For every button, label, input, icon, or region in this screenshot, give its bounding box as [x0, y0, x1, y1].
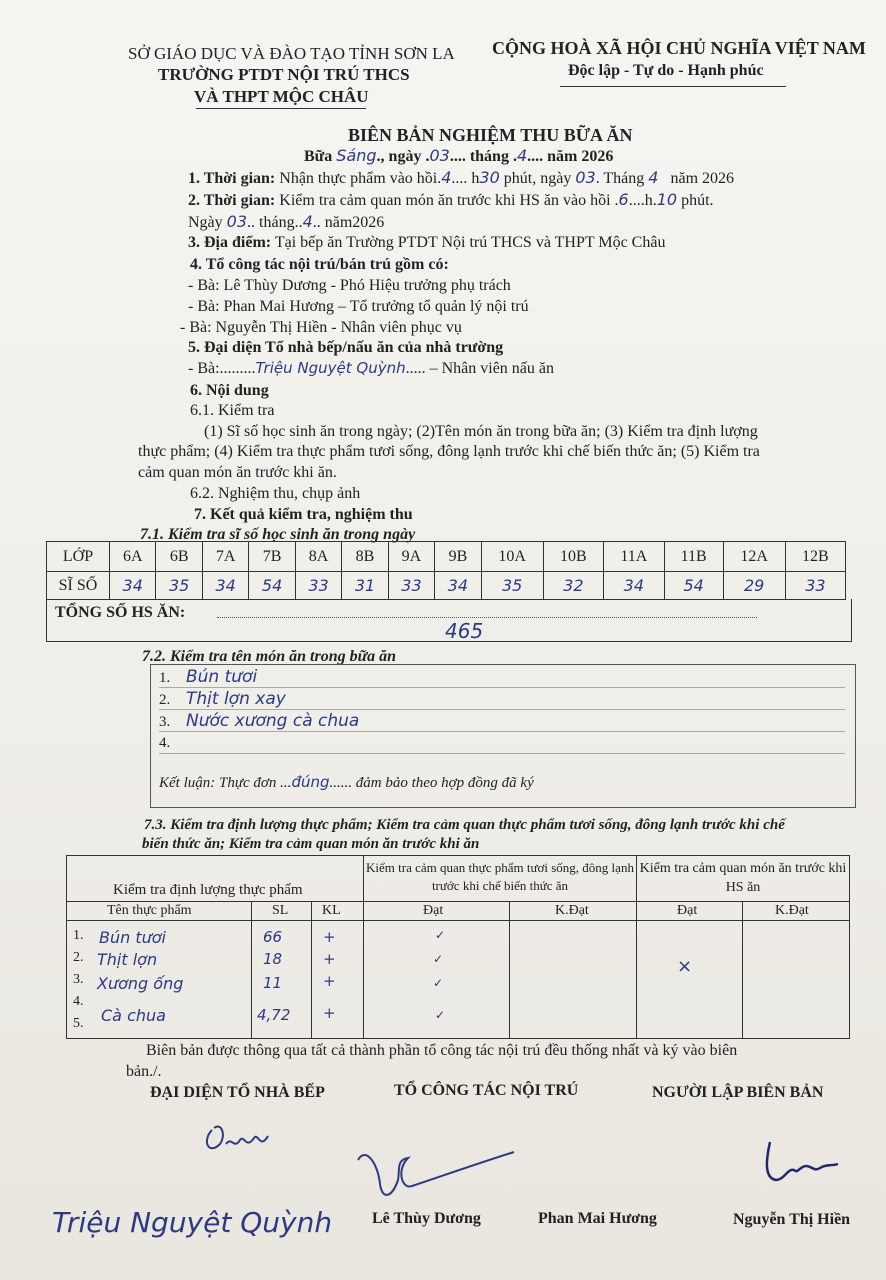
- col-name: Tên thực phẩm: [107, 903, 192, 918]
- section7-sub3-line1: 7.3. Kiểm tra định lượng thực phẩm; Kiểm tra cảm quan thực phẩm tươi sống, đông lạnh trước khi chế: [144, 817, 785, 833]
- section1-month: 4: [648, 168, 659, 187]
- total-value: 465: [445, 619, 484, 643]
- meal-day: 03: [429, 146, 450, 165]
- section7-sub1: 7.1. Kiểm tra sĩ số học sinh ăn trong ngày: [140, 526, 416, 543]
- dish-name: Bún tươi: [186, 667, 258, 687]
- dish-line-4: [159, 733, 845, 754]
- count-cell: 32: [543, 572, 603, 600]
- class-cell: 10B: [543, 542, 603, 572]
- section1-minute: 30: [479, 168, 500, 187]
- section3: [188, 234, 665, 252]
- section5-suffix: ..... – Nhân viên nấu ăn: [405, 360, 554, 377]
- class-cell: 6A: [110, 542, 156, 572]
- school-name-line2: VÀ THPT MỘC CHÂU: [194, 87, 369, 106]
- section1-text-d: Tháng: [603, 170, 645, 187]
- signature-kitchen-title: ĐẠI DIỆN TỔ NHÀ BẾP: [150, 1084, 325, 1101]
- count-cell: 34: [110, 572, 156, 600]
- row-number: 3.: [73, 972, 84, 987]
- class-cell: 9A: [388, 542, 434, 572]
- section2: [188, 190, 714, 210]
- section6-sub2: 6.2. Nghiệm thu, chụp ảnh: [190, 485, 361, 502]
- divider: [251, 901, 252, 1038]
- section1-text-b: .... h: [451, 170, 480, 187]
- class-cell: 11B: [664, 542, 723, 572]
- section2-label: 2. Thời gian:: [188, 192, 276, 209]
- class-cell: 8B: [342, 542, 388, 572]
- sensory-pass-mark: ×: [677, 956, 693, 977]
- class-row: [47, 542, 846, 572]
- divider: [67, 920, 849, 921]
- signature-author-title: NGƯỜI LẬP BIÊN BẢN: [652, 1084, 824, 1101]
- section6-para-3: cảm quan món ăn trước khi ăn.: [138, 464, 337, 481]
- dish-conclusion: [159, 773, 534, 792]
- section3-label: 3. Địa điểm:: [188, 234, 272, 251]
- dish-line-1: [159, 667, 845, 688]
- section1-text-c: phút, ngày: [499, 170, 572, 187]
- class-cell: 12B: [785, 542, 845, 572]
- author-name: Nguyễn Thị Hiền: [733, 1211, 851, 1228]
- section7-label: 7. Kết quả kiểm tra, nghiệm thu: [194, 506, 413, 523]
- food-kl: +: [323, 1004, 336, 1022]
- food-table: [66, 855, 850, 1039]
- food-kl: +: [323, 928, 336, 946]
- department-name: SỞ GIÁO DỤC VÀ ĐÀO TẠO TỈNH SƠN LA: [128, 44, 455, 63]
- section6-para-1: (1) Sĩ số học sinh ăn trong ngày; (2)Tên món ăn trong bữa ăn; (3) Kiểm tra định lượng: [204, 423, 758, 440]
- food-name: Bún tươi: [99, 928, 166, 947]
- class-cell: 6B: [156, 542, 202, 572]
- food-pass: ✓: [433, 952, 444, 966]
- count-cell: 29: [723, 572, 785, 600]
- member-2: - Bà: Phan Mai Hương – Tổ trưởng tổ quản lý nội trú: [188, 298, 529, 315]
- section6-para-2: thực phẩm; (4) Kiểm tra thực phẩm tươi sống, đông lạnh trước khi chế biến thức ăn; (5) Kiểm tra: [138, 443, 760, 460]
- closing-line1: Biên bản được thông qua tất cả thành phần tổ công tác nội trú đều thống nhất và ký vào biên: [146, 1042, 738, 1059]
- section2-month: 4: [302, 212, 313, 231]
- section1-text-a: Nhận thực phẩm vào hồi.: [279, 170, 442, 187]
- food-pass: ✓: [435, 1008, 446, 1022]
- section6-label: 6. Nội dung: [190, 382, 269, 399]
- page-title: BIÊN BẢN NGHIỆM THU BỮA ĂN: [348, 125, 633, 145]
- team-signer-2: Phan Mai Hương: [538, 1210, 657, 1227]
- section2-day: 03: [226, 212, 248, 231]
- food-name: Thịt lợn: [97, 950, 158, 969]
- meal-value: Sáng: [336, 146, 377, 165]
- class-cell: 11A: [603, 542, 664, 572]
- count-cell: 54: [664, 572, 723, 600]
- section5-label: 5. Đại diện Tổ nhà bếp/nấu ăn của nhà trường: [188, 339, 504, 356]
- section3-text: Tại bếp ăn Trường PTDT Nội trú THCS và THPT Mộc Châu: [274, 234, 666, 251]
- count-row: [47, 572, 846, 600]
- meal-day-label: ., ngày .: [376, 148, 430, 165]
- section1-label: 1. Thời gian:: [188, 170, 276, 187]
- row-number: 4.: [73, 994, 84, 1009]
- food-sl: 66: [263, 928, 283, 946]
- count-cell: 54: [249, 572, 295, 600]
- dish-line-3: [159, 711, 845, 732]
- section2-day-label: Ngày: [188, 214, 223, 231]
- row-number: 1.: [73, 928, 84, 943]
- dish-box: [150, 664, 856, 808]
- section2-date: [188, 212, 384, 232]
- kitchen-handwritten-name: Triệu Nguyệt Quỳnh: [52, 1206, 333, 1239]
- food-pass: ✓: [433, 976, 444, 990]
- food-name: Cà chua: [101, 1006, 166, 1025]
- team-signer-1: Lê Thùy Dương: [372, 1210, 481, 1227]
- dish-number: 3.: [159, 714, 171, 730]
- section1: 1. Thời gian: Nhận thực phẩm vào hồi.4.... h30 phút, ngày 03. Tháng 4 năm 2026: [188, 168, 735, 187]
- count-cell: 33: [295, 572, 341, 600]
- total-box: [46, 599, 852, 642]
- total-dots: [217, 617, 757, 618]
- meal-month-label: .... tháng .: [449, 148, 517, 165]
- nation-title: CỘNG HOÀ XÃ HỘI CHỦ NGHĨA VIỆT NAM: [492, 38, 866, 58]
- section7-sub3-line2: biến thức ăn; Kiểm tra cảm quan món ăn trước khi ăn: [142, 836, 480, 852]
- count-cell: 34: [202, 572, 248, 600]
- col-fresh-pass: Đạt: [423, 903, 444, 918]
- col-sensory-fail: K.Đạt: [775, 903, 809, 918]
- count-cell: 35: [481, 572, 543, 600]
- section2-text-b: ....h.: [628, 192, 657, 209]
- dish-number: 2.: [159, 692, 171, 708]
- count-cell: 34: [603, 572, 664, 600]
- nation-motto: Độc lập - Tự do - Hạnh phúc: [568, 62, 764, 79]
- class-cell: 8A: [295, 542, 341, 572]
- section1-hour: 4: [441, 168, 452, 187]
- fresh-header: Kiểm tra cảm quan thực phẩm tươi sống, đông lạnh trước khi chế biến thức ăn: [366, 860, 634, 893]
- divider: [742, 901, 743, 1038]
- section1-text-e: năm 2026: [670, 170, 735, 187]
- food-kl: +: [323, 972, 336, 990]
- food-sl: 18: [263, 950, 283, 968]
- section2-month-label: .. tháng..: [247, 214, 303, 231]
- count-cell: 35: [156, 572, 202, 600]
- header-left-rule: [196, 108, 366, 109]
- divider: [636, 856, 637, 1038]
- signature-team-title: TỔ CÔNG TÁC NỘI TRÚ: [394, 1082, 579, 1099]
- kitchen-signature-mark: [198, 1110, 288, 1160]
- total-label: TỔNG SỐ HS ĂN:: [55, 604, 186, 621]
- class-cell: 7A: [202, 542, 248, 572]
- section2-year-label: .. năm2026: [312, 214, 385, 231]
- class-cell: 12A: [723, 542, 785, 572]
- member-1: - Bà: Lê Thùy Dương - Phó Hiệu trưởng phụ trách: [188, 277, 511, 294]
- col-fresh-fail: K.Đạt: [555, 903, 589, 918]
- dish-name: Thịt lợn xay: [186, 689, 286, 709]
- section7-sub2: 7.2. Kiểm tra tên món ăn trong bữa ăn: [142, 648, 397, 665]
- dish-number: 4.: [159, 735, 171, 751]
- dish-name: Nước xương cà chua: [186, 711, 360, 731]
- member-3: - Bà: Nguyễn Thị Hiền - Nhân viên phục vụ: [180, 319, 462, 336]
- section5-prefix: - Bà:.........: [188, 360, 256, 377]
- col-sensory-pass: Đạt: [677, 903, 698, 918]
- kitchen-rep-name: Triệu Nguyệt Quỳnh: [255, 359, 406, 377]
- col-kl: KL: [322, 903, 341, 918]
- count-cell: 33: [388, 572, 434, 600]
- class-count-table: [46, 541, 846, 600]
- meal-line: [304, 146, 613, 166]
- divider: [311, 901, 312, 1038]
- closing-line2: bản./.: [126, 1063, 162, 1080]
- row-number: 2.: [73, 950, 84, 965]
- dish-line-2: [159, 689, 845, 710]
- class-header: LỚP: [47, 542, 110, 572]
- divider: [67, 901, 849, 902]
- count-cell: 31: [342, 572, 388, 600]
- section1-day: 03: [575, 168, 596, 187]
- food-sl: 11: [263, 974, 283, 992]
- divider: [509, 901, 510, 1038]
- sensory-header: Kiểm tra cảm quan món ăn trước khi HS ăn: [639, 861, 847, 895]
- class-cell: 10A: [481, 542, 543, 572]
- section2-hour: 6: [618, 190, 629, 209]
- class-cell: 7B: [249, 542, 295, 572]
- divider: [363, 856, 364, 1038]
- dish-number: 1.: [159, 670, 171, 686]
- conclusion-value: đúng: [291, 773, 330, 791]
- meal-year-label: .... năm 2026: [527, 148, 614, 165]
- food-pass: ✓: [435, 928, 446, 942]
- header-right-rule: [560, 86, 786, 87]
- count-cell: 33: [785, 572, 845, 600]
- section2-minute: 10: [656, 190, 678, 209]
- food-sl: 4,72: [257, 1006, 291, 1024]
- food-kl: +: [323, 950, 336, 968]
- team-signature-mark: [352, 1140, 522, 1210]
- count-cell: 34: [435, 572, 481, 600]
- class-cell: 9B: [435, 542, 481, 572]
- section2-text-c: phút.: [677, 192, 714, 209]
- conclusion-text: ...... đảm bảo theo hợp đồng đã ký: [329, 775, 534, 791]
- qty-header: Kiểm tra định lượng thực phẩm: [113, 882, 303, 898]
- section4-label: 4. Tổ công tác nội trú/bán trú gồm có:: [190, 256, 449, 273]
- author-signature-mark: [758, 1136, 848, 1196]
- col-sl: SL: [272, 903, 289, 918]
- meal-prefix: Bữa: [304, 148, 333, 165]
- section2-text-a: Kiểm tra cảm quan món ăn trước khi HS ăn vào hồi .: [279, 192, 619, 209]
- row-number: 5.: [73, 1016, 84, 1031]
- food-name: Xương ống: [97, 974, 184, 993]
- meal-month: 4: [516, 146, 528, 165]
- conclusion-label: Kết luận: Thực đơn ...: [159, 775, 292, 791]
- school-name-line1: TRƯỜNG PTDT NỘI TRÚ THCS: [158, 65, 410, 84]
- section6-sub1: 6.1. Kiểm tra: [190, 402, 275, 419]
- count-header: SĨ SỐ: [47, 572, 110, 600]
- section5-line: [188, 359, 554, 378]
